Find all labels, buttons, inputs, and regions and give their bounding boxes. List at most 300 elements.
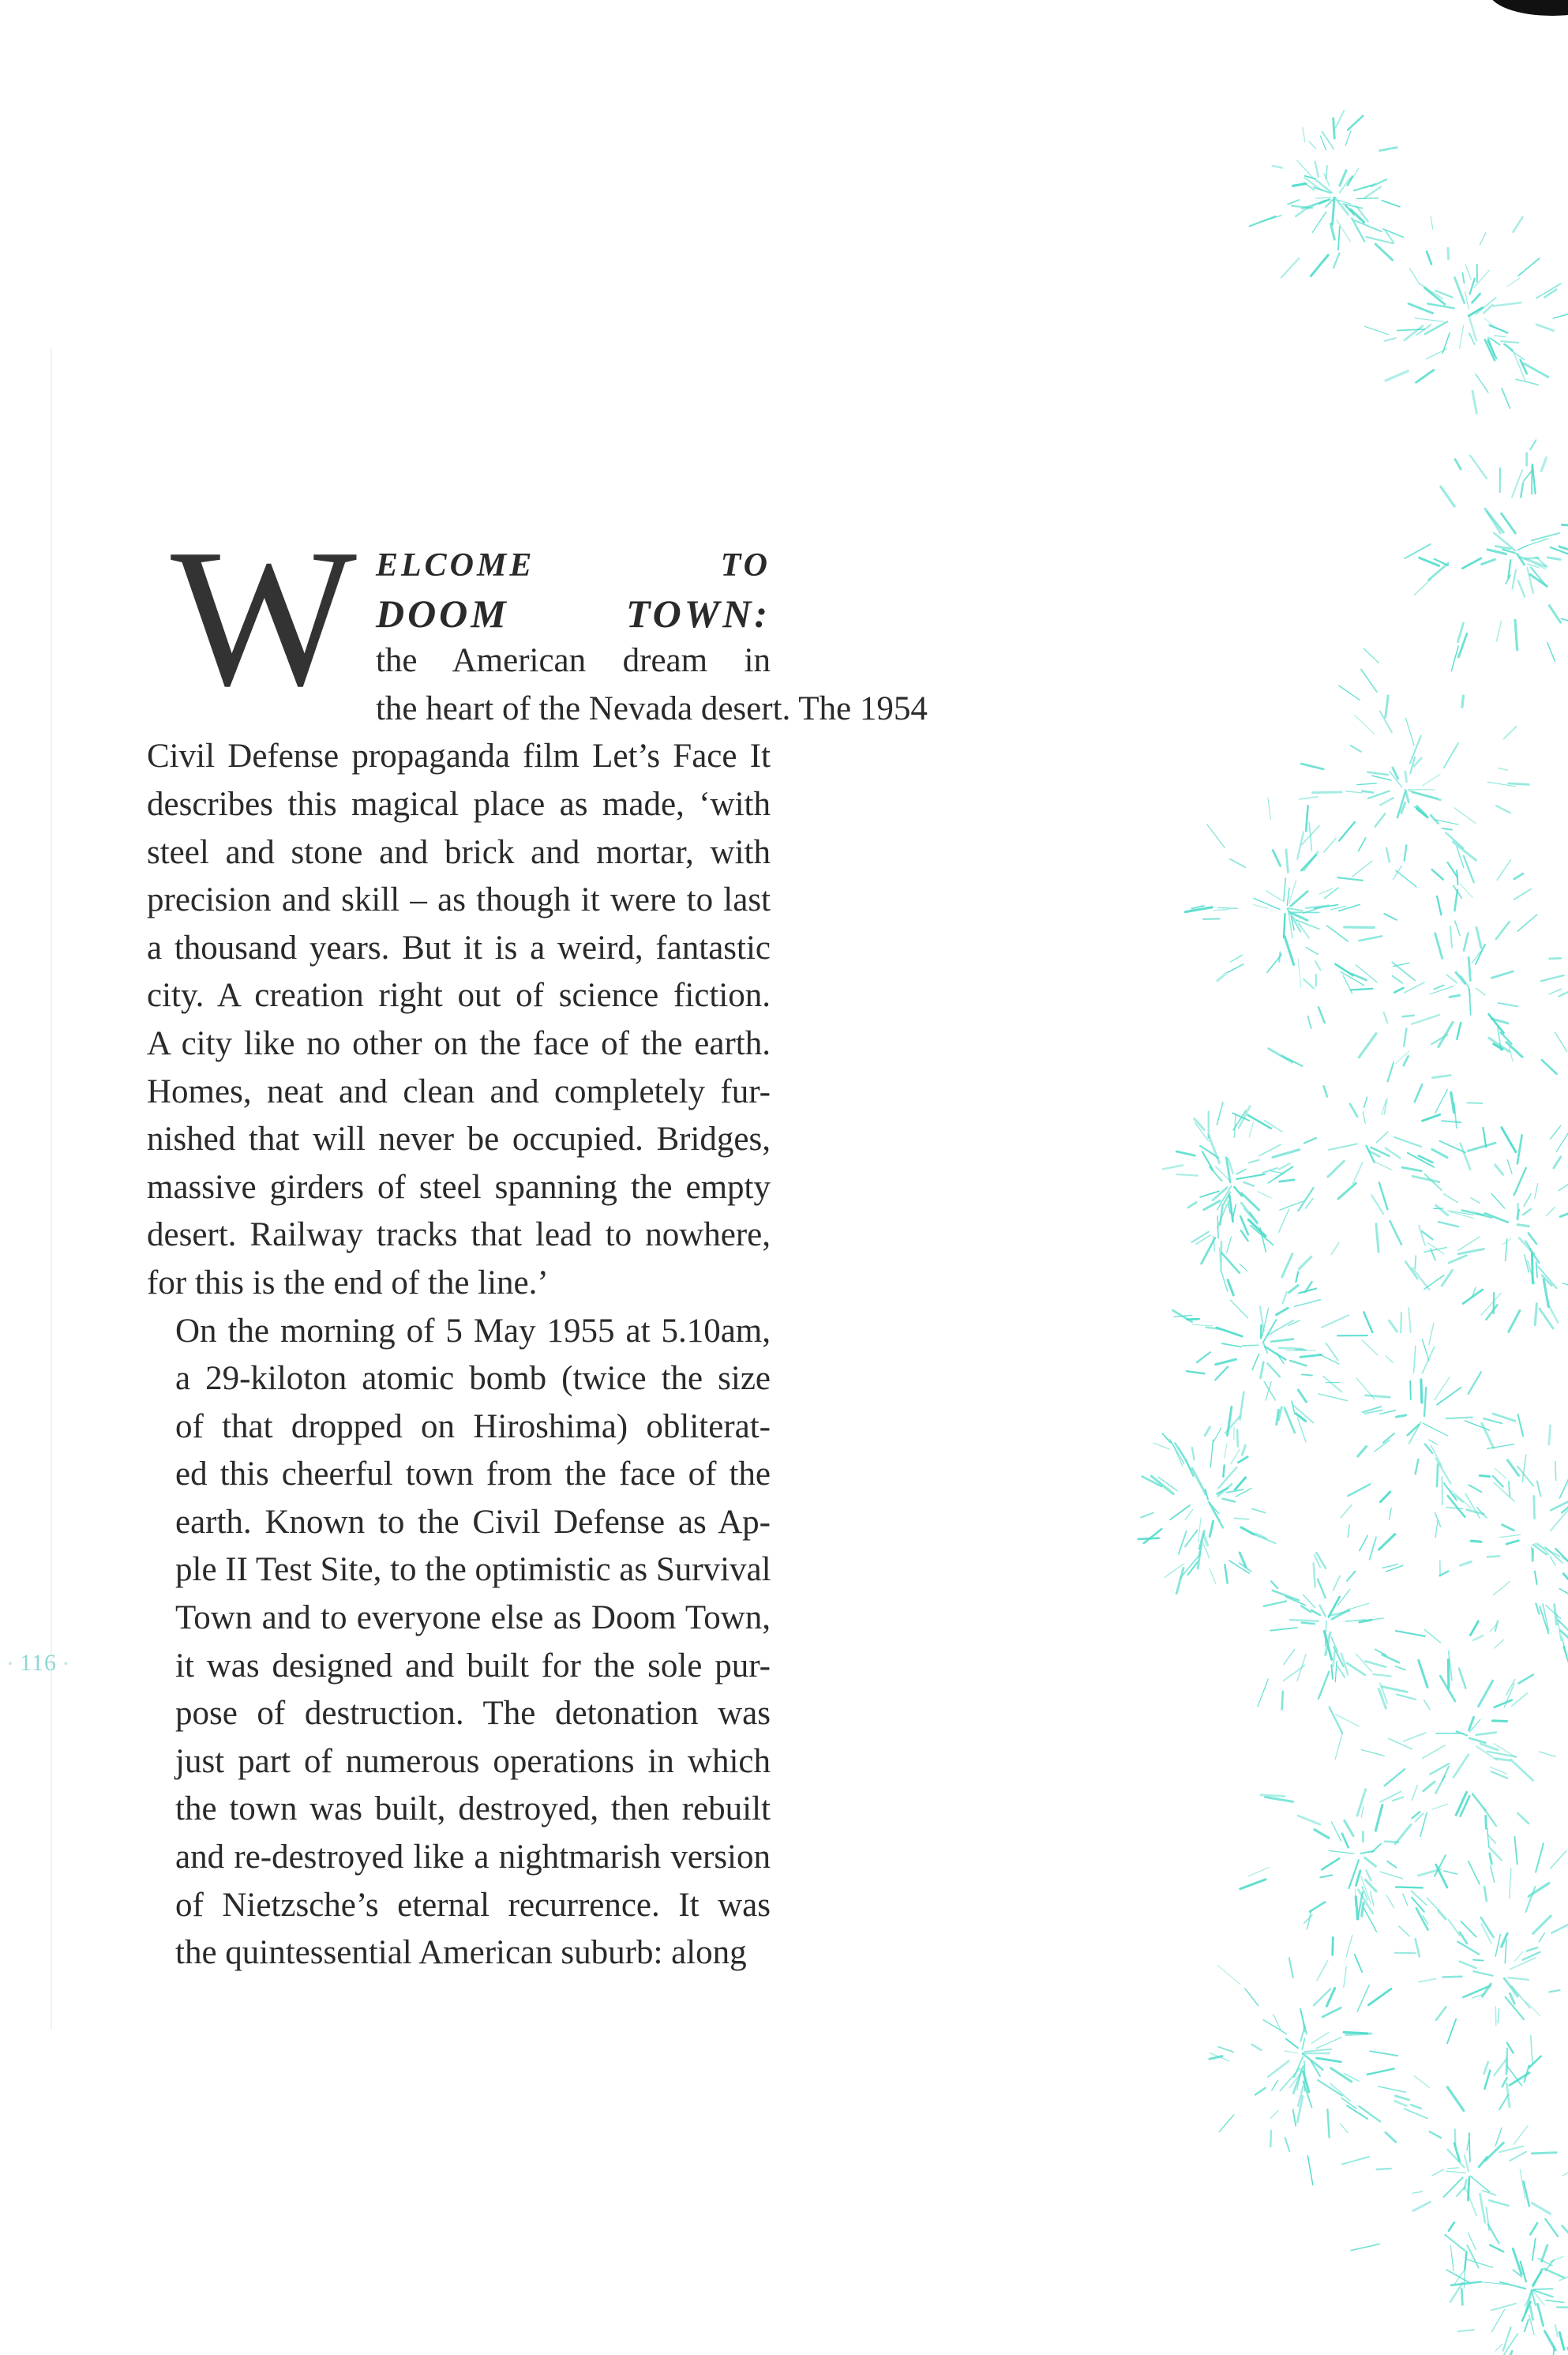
foliage-stroke [1411, 2105, 1421, 2109]
foliage-stroke [1405, 790, 1409, 802]
foliage-stroke [1433, 2169, 1444, 2175]
foliage-stroke [1498, 2009, 1499, 2023]
foliage-stroke [1286, 2039, 1298, 2049]
foliage-stroke [1487, 1828, 1489, 1846]
foliage-stroke [1509, 1310, 1520, 1331]
text-line: a 29-kiloton atomic bomb (twice the size [175, 1360, 771, 1398]
foliage-stroke [1454, 890, 1457, 911]
foliage-stroke [1460, 1962, 1476, 1968]
foliage-stroke [1345, 927, 1375, 928]
foliage-stroke [1141, 1513, 1153, 1518]
foliage-stroke [1444, 743, 1458, 768]
foliage-stroke [1346, 1935, 1352, 1957]
foliage-stroke [1214, 910, 1229, 911]
foliage-stroke [1430, 2132, 1441, 2138]
foliage-stroke [1291, 892, 1307, 907]
foliage-stroke [1489, 1014, 1504, 1033]
foliage-stroke [1474, 270, 1489, 287]
foliage-stroke [1294, 1300, 1320, 1307]
foliage-stroke [1432, 870, 1443, 879]
foliage-stroke [1484, 2062, 1487, 2074]
foliage-stroke [1548, 558, 1561, 559]
foliage-stroke [1217, 974, 1226, 981]
foliage-stroke [1436, 1865, 1447, 1887]
foliage-stroke [1357, 198, 1379, 199]
foliage-stroke [1347, 2105, 1367, 2119]
foliage-stroke [1450, 2245, 1454, 2272]
foliage-stroke [1187, 1319, 1199, 1320]
foliage-stroke [1427, 304, 1454, 309]
foliage-stroke [1430, 986, 1454, 994]
foliage-stroke [1329, 1144, 1357, 1150]
foliage-stroke [1375, 1649, 1386, 1655]
foliage-stroke [1490, 2245, 1503, 2252]
foliage-stroke [1371, 1195, 1383, 1214]
foliage-stroke [1539, 1933, 1544, 1942]
foliage-stroke [1534, 1497, 1535, 1519]
foliage-stroke [1504, 1684, 1514, 1707]
foliage-stroke [1551, 1920, 1568, 1933]
foliage-stroke [1261, 1362, 1264, 1378]
foliage-stroke [1529, 1884, 1549, 1897]
foliage-stroke [1268, 798, 1271, 820]
foliage-stroke [1547, 1208, 1555, 1216]
foliage-stroke [1476, 374, 1488, 392]
foliage-stroke [1304, 1138, 1316, 1144]
foliage-stroke [1284, 914, 1285, 937]
foliage-stroke [1248, 1868, 1269, 1876]
foliage-stroke [1524, 363, 1549, 377]
foliage-stroke [1436, 1205, 1448, 1215]
foliage-stroke [1462, 696, 1464, 707]
foliage-stroke [1524, 471, 1532, 481]
foliage-stroke [1483, 1128, 1486, 1147]
foliage-stroke [1461, 1921, 1476, 1937]
foliage-stroke [1429, 1324, 1434, 1345]
foliage-stroke [1264, 1382, 1275, 1400]
foliage-stroke [1375, 1440, 1390, 1452]
foliage-stroke [1476, 988, 1485, 995]
foliage-stroke [1412, 1786, 1417, 1801]
foliage-stroke [1386, 848, 1390, 862]
foliage-stroke [1344, 2032, 1367, 2034]
foliage-stroke [1471, 1621, 1479, 1636]
foliage-stroke [1284, 878, 1285, 901]
foliage-stroke [1338, 1183, 1356, 1199]
foliage-stroke [1358, 1447, 1367, 1456]
foliage-stroke [1473, 1960, 1484, 1961]
foliage-stroke [1322, 132, 1334, 149]
foliage-stroke [1338, 227, 1340, 250]
foliage-stroke [1432, 1804, 1448, 1809]
foliage-stroke [1497, 860, 1510, 880]
foliage-stroke [1362, 791, 1373, 793]
foliage-stroke [1468, 2233, 1476, 2250]
foliage-stroke [1451, 1092, 1454, 1112]
foliage-stroke [1306, 948, 1318, 955]
foliage-stroke [1480, 233, 1486, 245]
foliage-stroke [1326, 166, 1327, 178]
foliage-stroke [1530, 2306, 1533, 2319]
foliage-stroke [1252, 1509, 1266, 1513]
foliage-stroke [1322, 1315, 1349, 1328]
foliage-stroke [1518, 258, 1540, 276]
foliage-stroke [1529, 2056, 1541, 2068]
foliage-stroke [1448, 2168, 1459, 2169]
foliage-stroke [1414, 1346, 1416, 1373]
foliage-stroke [1459, 1669, 1465, 1688]
foliage-stroke [1375, 1805, 1382, 1831]
foliage-stroke [1395, 2096, 1409, 2100]
foliage-stroke [1396, 870, 1416, 887]
foliage-stroke [1368, 1989, 1391, 2004]
foliage-stroke [1414, 580, 1431, 595]
foliage-stroke [1216, 1359, 1236, 1364]
foliage-stroke [1495, 2344, 1502, 2351]
foliage-stroke [1496, 1759, 1510, 1760]
foliage-stroke [1359, 2106, 1380, 2121]
foliage-stroke [1563, 1574, 1568, 1592]
foliage-stroke [1509, 783, 1529, 784]
foliage-stroke [1412, 1268, 1430, 1290]
foliage-stroke [1527, 1947, 1538, 1951]
foliage-stroke [1376, 1224, 1379, 1252]
foliage-stroke [1494, 1581, 1510, 1594]
foliage-stroke [1382, 1687, 1407, 1692]
foliage-stroke [1560, 1475, 1568, 1498]
foliage-stroke [1494, 2059, 1506, 2076]
foliage-stroke [1379, 1534, 1395, 1549]
foliage-stroke [1188, 1562, 1198, 1575]
foliage-stroke [1456, 1792, 1466, 1815]
foliage-stroke [1289, 1958, 1293, 1978]
foliage-stroke [1483, 1984, 1491, 1996]
foliage-stroke [1204, 1534, 1208, 1546]
foliage-stroke [1488, 2224, 1499, 2244]
foliage-stroke [1339, 904, 1360, 911]
foliage-stroke [1317, 1960, 1328, 1980]
foliage-stroke [1379, 1183, 1388, 1210]
foliage-stroke [1290, 1620, 1319, 1621]
foliage-stroke [1424, 1700, 1431, 1710]
foliage-stroke [1412, 1176, 1439, 1181]
foliage-stroke [1242, 1445, 1245, 1455]
foliage-stroke [1315, 162, 1319, 177]
foliage-stroke [1501, 341, 1518, 343]
foliage-stroke [1196, 1235, 1210, 1244]
foliage-stroke [1350, 1104, 1357, 1117]
foliage-stroke [1153, 1443, 1170, 1449]
foliage-stroke [1451, 646, 1458, 671]
foliage-stroke [1446, 2171, 1466, 2173]
foliage-stroke [1258, 1679, 1268, 1707]
text-line: the American dream in [375, 642, 771, 680]
foliage-stroke [1261, 1795, 1285, 1797]
foliage-stroke [1443, 1977, 1462, 1978]
foliage-stroke [1397, 1415, 1406, 1417]
page-number-ornament-left: • [8, 1658, 13, 1672]
foliage-stroke [1234, 1187, 1242, 1196]
foliage-stroke [1277, 1308, 1289, 1315]
foliage-stroke [1494, 1483, 1514, 1502]
foliage-stroke [1367, 772, 1388, 775]
foliage-stroke [1535, 1184, 1538, 1199]
foliage-stroke [1330, 223, 1334, 239]
foliage-stroke [1229, 1195, 1233, 1222]
foliage-stroke [1351, 1603, 1369, 1609]
text-line: A city like no other on the face of the earth. [147, 1024, 771, 1062]
foliage-stroke [1286, 850, 1288, 873]
foliage-stroke [1293, 2109, 1296, 2126]
foliage-stroke [1495, 1700, 1512, 1707]
foliage-stroke [1144, 1529, 1162, 1543]
foliage-stroke [1449, 1920, 1460, 1936]
foliage-stroke [1395, 2101, 1407, 2105]
foliage-stroke [1532, 2239, 1536, 2260]
foliage-stroke [1268, 2061, 1289, 2077]
foliage-stroke [1279, 952, 1280, 962]
foliage-stroke [1429, 1440, 1438, 1444]
foliage-stroke [1499, 2094, 1509, 2109]
foliage-stroke [1533, 1916, 1551, 1933]
foliage-stroke [1366, 1870, 1371, 1880]
foliage-stroke [1514, 873, 1523, 879]
foliage-stroke [1202, 1238, 1215, 1264]
foliage-stroke [1448, 249, 1449, 259]
foliage-stroke [1464, 856, 1474, 882]
foliage-stroke [1425, 321, 1447, 334]
foliage-stroke [1337, 877, 1362, 881]
foliage-stroke [1542, 1060, 1557, 1074]
foliage-stroke [1431, 1446, 1442, 1467]
foliage-stroke [1321, 136, 1326, 150]
foliage-stroke [1249, 1160, 1259, 1163]
text-line: of that dropped on Hiroshima) obliterat- [175, 1407, 771, 1445]
teal-foliage-illustration [1026, 0, 1568, 2355]
foliage-stroke [1549, 1990, 1559, 1992]
foliage-stroke [1335, 1733, 1342, 1759]
foliage-stroke [1234, 1427, 1235, 1440]
foliage-stroke [1447, 2019, 1456, 2044]
foliage-stroke [1495, 1934, 1500, 1956]
page-number-ornament-right: • [63, 1658, 69, 1672]
foliage-stroke [1364, 1908, 1376, 1932]
foliage-stroke [1282, 1692, 1283, 1710]
foliage-stroke [1495, 1468, 1506, 1478]
foliage-stroke [1319, 1672, 1329, 1699]
foliage-stroke [1272, 2081, 1278, 2090]
foliage-stroke [1549, 989, 1562, 994]
foliage-stroke [1365, 1661, 1386, 1666]
foliage-stroke [1303, 128, 1305, 142]
foliage-stroke [1549, 1425, 1551, 1444]
foliage-stroke [1410, 269, 1420, 284]
foliage-stroke [1361, 1750, 1384, 1756]
foliage-stroke [1559, 1185, 1568, 1191]
foliage-stroke [1347, 1663, 1365, 1675]
foliage-stroke [1376, 1132, 1388, 1143]
foliage-stroke [1280, 1180, 1294, 1181]
foliage-stroke [1388, 1063, 1394, 1082]
foliage-stroke [1555, 1462, 1556, 1481]
foliage-stroke [1536, 1262, 1538, 1277]
foliage-stroke [1315, 1830, 1329, 1839]
foliage-stroke [1263, 2020, 1287, 2034]
foliage-stroke [1213, 1188, 1227, 1200]
foliage-stroke [1308, 1016, 1311, 1028]
text-line: city. A creation right out of science fiction. [147, 977, 771, 1015]
foliage-stroke [1390, 1221, 1401, 1245]
foliage-stroke [1333, 1937, 1334, 1955]
foliage-stroke [1523, 1952, 1540, 1960]
foliage-stroke [1510, 2152, 1526, 2162]
foliage-stroke [1371, 1891, 1375, 1906]
foliage-stroke [1539, 1752, 1555, 1756]
foliage-stroke [1419, 1156, 1433, 1162]
text-line: Homes, neat and clean and completely fur- [147, 1072, 771, 1110]
foliage-stroke [1484, 1418, 1502, 1423]
text-line: desert. Railway tracks that lead to nowhere, [147, 1216, 771, 1254]
foliage-stroke [1542, 2245, 1547, 2261]
foliage-stroke [1192, 1448, 1195, 1459]
foliage-stroke [1311, 2033, 1329, 2044]
text-line: ed this cheerful town from the face of the [175, 1455, 771, 1493]
text-line: just part of numerous operations in which [175, 1742, 771, 1780]
foliage-stroke [1519, 1238, 1534, 1254]
foliage-stroke [1455, 921, 1460, 935]
foliage-stroke [1495, 2128, 1502, 2146]
foliage-stroke [1240, 1880, 1266, 1889]
foliage-stroke [1412, 1891, 1427, 1906]
foliage-stroke [1525, 1887, 1535, 1912]
foliage-stroke [1549, 606, 1560, 623]
foliage-stroke [1225, 1444, 1228, 1459]
foliage-stroke [1298, 1816, 1320, 1824]
foliage-stroke [1331, 1822, 1341, 1841]
foliage-stroke [1482, 1423, 1494, 1448]
foliage-stroke [1404, 1056, 1409, 1065]
foliage-stroke [1379, 2086, 1406, 2092]
foliage-stroke [1494, 302, 1521, 306]
foliage-stroke [1469, 2133, 1470, 2162]
foliage-stroke [1446, 975, 1457, 982]
foliage-stroke [1315, 961, 1321, 970]
foliage-stroke [1405, 772, 1407, 782]
foliage-stroke [1326, 1343, 1338, 1360]
foliage-stroke [1188, 1203, 1196, 1208]
foliage-stroke [1536, 325, 1554, 331]
foliage-stroke [1396, 1631, 1425, 1636]
foliage-stroke [1515, 620, 1517, 650]
foliage-stroke [1450, 926, 1452, 948]
foliage-stroke [1202, 1151, 1214, 1170]
foliage-stroke [1416, 1459, 1419, 1474]
foliage-stroke [1545, 2259, 1554, 2270]
foliage-stroke [1436, 2007, 1446, 2020]
foliage-stroke [1405, 845, 1407, 861]
foliage-stroke [1427, 1899, 1439, 1911]
foliage-stroke [1415, 318, 1443, 321]
foliage-stroke [1518, 1414, 1524, 1437]
foliage-stroke [1273, 166, 1282, 168]
foliage-stroke [1242, 1345, 1258, 1346]
foliage-stroke [1466, 2259, 1493, 2268]
foliage-stroke [1551, 1126, 1561, 1140]
foliage-stroke [1449, 2222, 1454, 2231]
foliage-stroke [1562, 1283, 1568, 1287]
foliage-stroke [1337, 1666, 1345, 1678]
foliage-stroke [1523, 1209, 1531, 1215]
foliage-stroke [1555, 2325, 1558, 2337]
foliage-stroke [1449, 1256, 1466, 1264]
foliage-stroke [1538, 1267, 1556, 1289]
foliage-stroke [1497, 621, 1502, 641]
foliage-stroke [1494, 1293, 1495, 1313]
foliage-stroke [1386, 371, 1408, 381]
foliage-stroke [1495, 1165, 1503, 1174]
foliage-stroke [1366, 1880, 1377, 1891]
foliage-stroke [1499, 2147, 1523, 2153]
text-line: a thousand years. But it is a weird, fantastic [147, 929, 771, 967]
foliage-stroke [1454, 1103, 1457, 1128]
foliage-stroke [1419, 1660, 1427, 1687]
foliage-stroke [1409, 1308, 1411, 1332]
foliage-stroke [1393, 976, 1402, 983]
foliage-stroke [1225, 1564, 1227, 1583]
foliage-stroke [1524, 1194, 1531, 1207]
foliage-stroke [1442, 828, 1452, 830]
foliage-stroke [1285, 937, 1294, 965]
foliage-stroke [1367, 237, 1393, 243]
foliage-stroke [1465, 2180, 1467, 2189]
foliage-stroke [1333, 1651, 1334, 1666]
foliage-stroke [1547, 643, 1555, 662]
foliage-stroke [1273, 851, 1280, 866]
foliage-stroke [1394, 988, 1403, 993]
foliage-stroke [1384, 914, 1397, 920]
foliage-stroke [1348, 116, 1363, 130]
heading-word-to: TO [720, 547, 771, 584]
foliage-stroke [1361, 1806, 1364, 1817]
foliage-stroke [1347, 1572, 1355, 1581]
foliage-stroke [1432, 1149, 1447, 1157]
foliage-stroke [1532, 2153, 1556, 2154]
foliage-stroke [1435, 1513, 1441, 1527]
foliage-stroke [1507, 1460, 1518, 1475]
foliage-stroke [1484, 1887, 1487, 1901]
foliage-stroke [1484, 2071, 1490, 2089]
foliage-stroke [1191, 1232, 1208, 1242]
foliage-stroke [1446, 1508, 1462, 1509]
foliage-stroke [1510, 1869, 1511, 1899]
foliage-stroke [1176, 1151, 1195, 1155]
foliage-stroke [1444, 1871, 1457, 1874]
foliage-stroke [1441, 486, 1454, 506]
foliage-stroke [1517, 1135, 1522, 1163]
foliage-stroke [1488, 1835, 1496, 1843]
foliage-stroke [1360, 1535, 1368, 1550]
foliage-stroke [1469, 1372, 1481, 1394]
foliage-stroke [1457, 623, 1463, 642]
foliage-stroke [1386, 2132, 1396, 2142]
foliage-stroke [1414, 758, 1421, 766]
heading-word-doom: DOOM [375, 591, 509, 636]
foliage-stroke [1285, 2138, 1290, 2151]
foliage-stroke [1302, 1623, 1315, 1624]
foliage-stroke [1397, 329, 1425, 331]
foliage-stroke [1424, 1275, 1444, 1290]
foliage-stroke [1416, 1908, 1428, 1929]
